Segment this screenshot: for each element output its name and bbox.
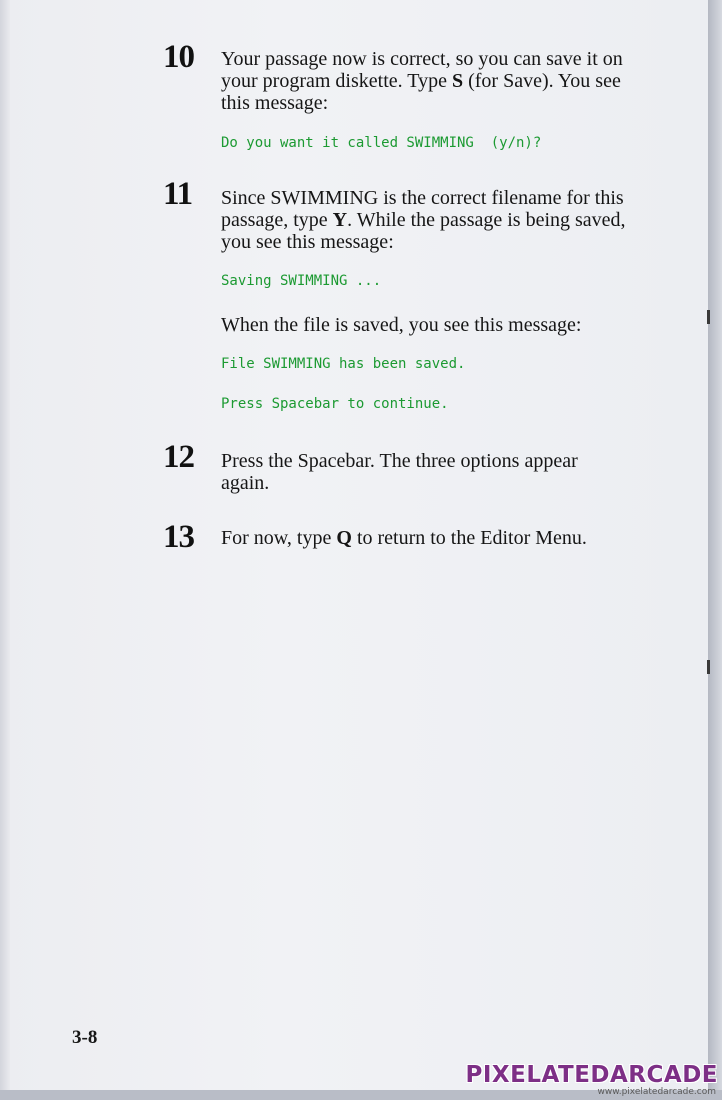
step-number-13: 13 bbox=[163, 519, 194, 555]
step-number-11: 11 bbox=[163, 176, 193, 212]
step-10-text: Your passage now is correct, so you can save it on your program diskette. Type S (for Save). You see this message: bbox=[221, 48, 623, 114]
press-spacebar-message: Press Spacebar to continue. bbox=[221, 396, 449, 412]
saving-message: Saving SWIMMING ... bbox=[221, 273, 382, 289]
step-11-text: Since SWIMMING is the correct filename for this passage, type Y. While the passage is being saved, you see this message: bbox=[221, 187, 626, 253]
step-number-12: 12 bbox=[163, 439, 194, 475]
step-12-text: Press the Spacebar. The three options appear again. bbox=[221, 450, 578, 494]
page-number: 3-8 bbox=[72, 1027, 98, 1048]
step-number-10: 10 bbox=[163, 39, 194, 75]
page-edge-mark bbox=[707, 310, 710, 324]
watermark-url: www.pixelatedarcade.com bbox=[597, 1087, 716, 1097]
save-prompt-message: Do you want it called SWIMMING (y/n)? bbox=[221, 135, 542, 151]
page-edge bbox=[708, 0, 722, 1100]
file-saved-message: File SWIMMING has been saved. bbox=[221, 356, 466, 372]
watermark-brand: PIXELATEDARCADE bbox=[465, 1062, 718, 1088]
page-edge-mark bbox=[707, 660, 710, 674]
step-13-text: For now, type Q to return to the Editor Menu. bbox=[221, 527, 587, 549]
page-binding bbox=[0, 0, 10, 1090]
step-11-followup-text: When the file is saved, you see this message: bbox=[221, 314, 582, 336]
